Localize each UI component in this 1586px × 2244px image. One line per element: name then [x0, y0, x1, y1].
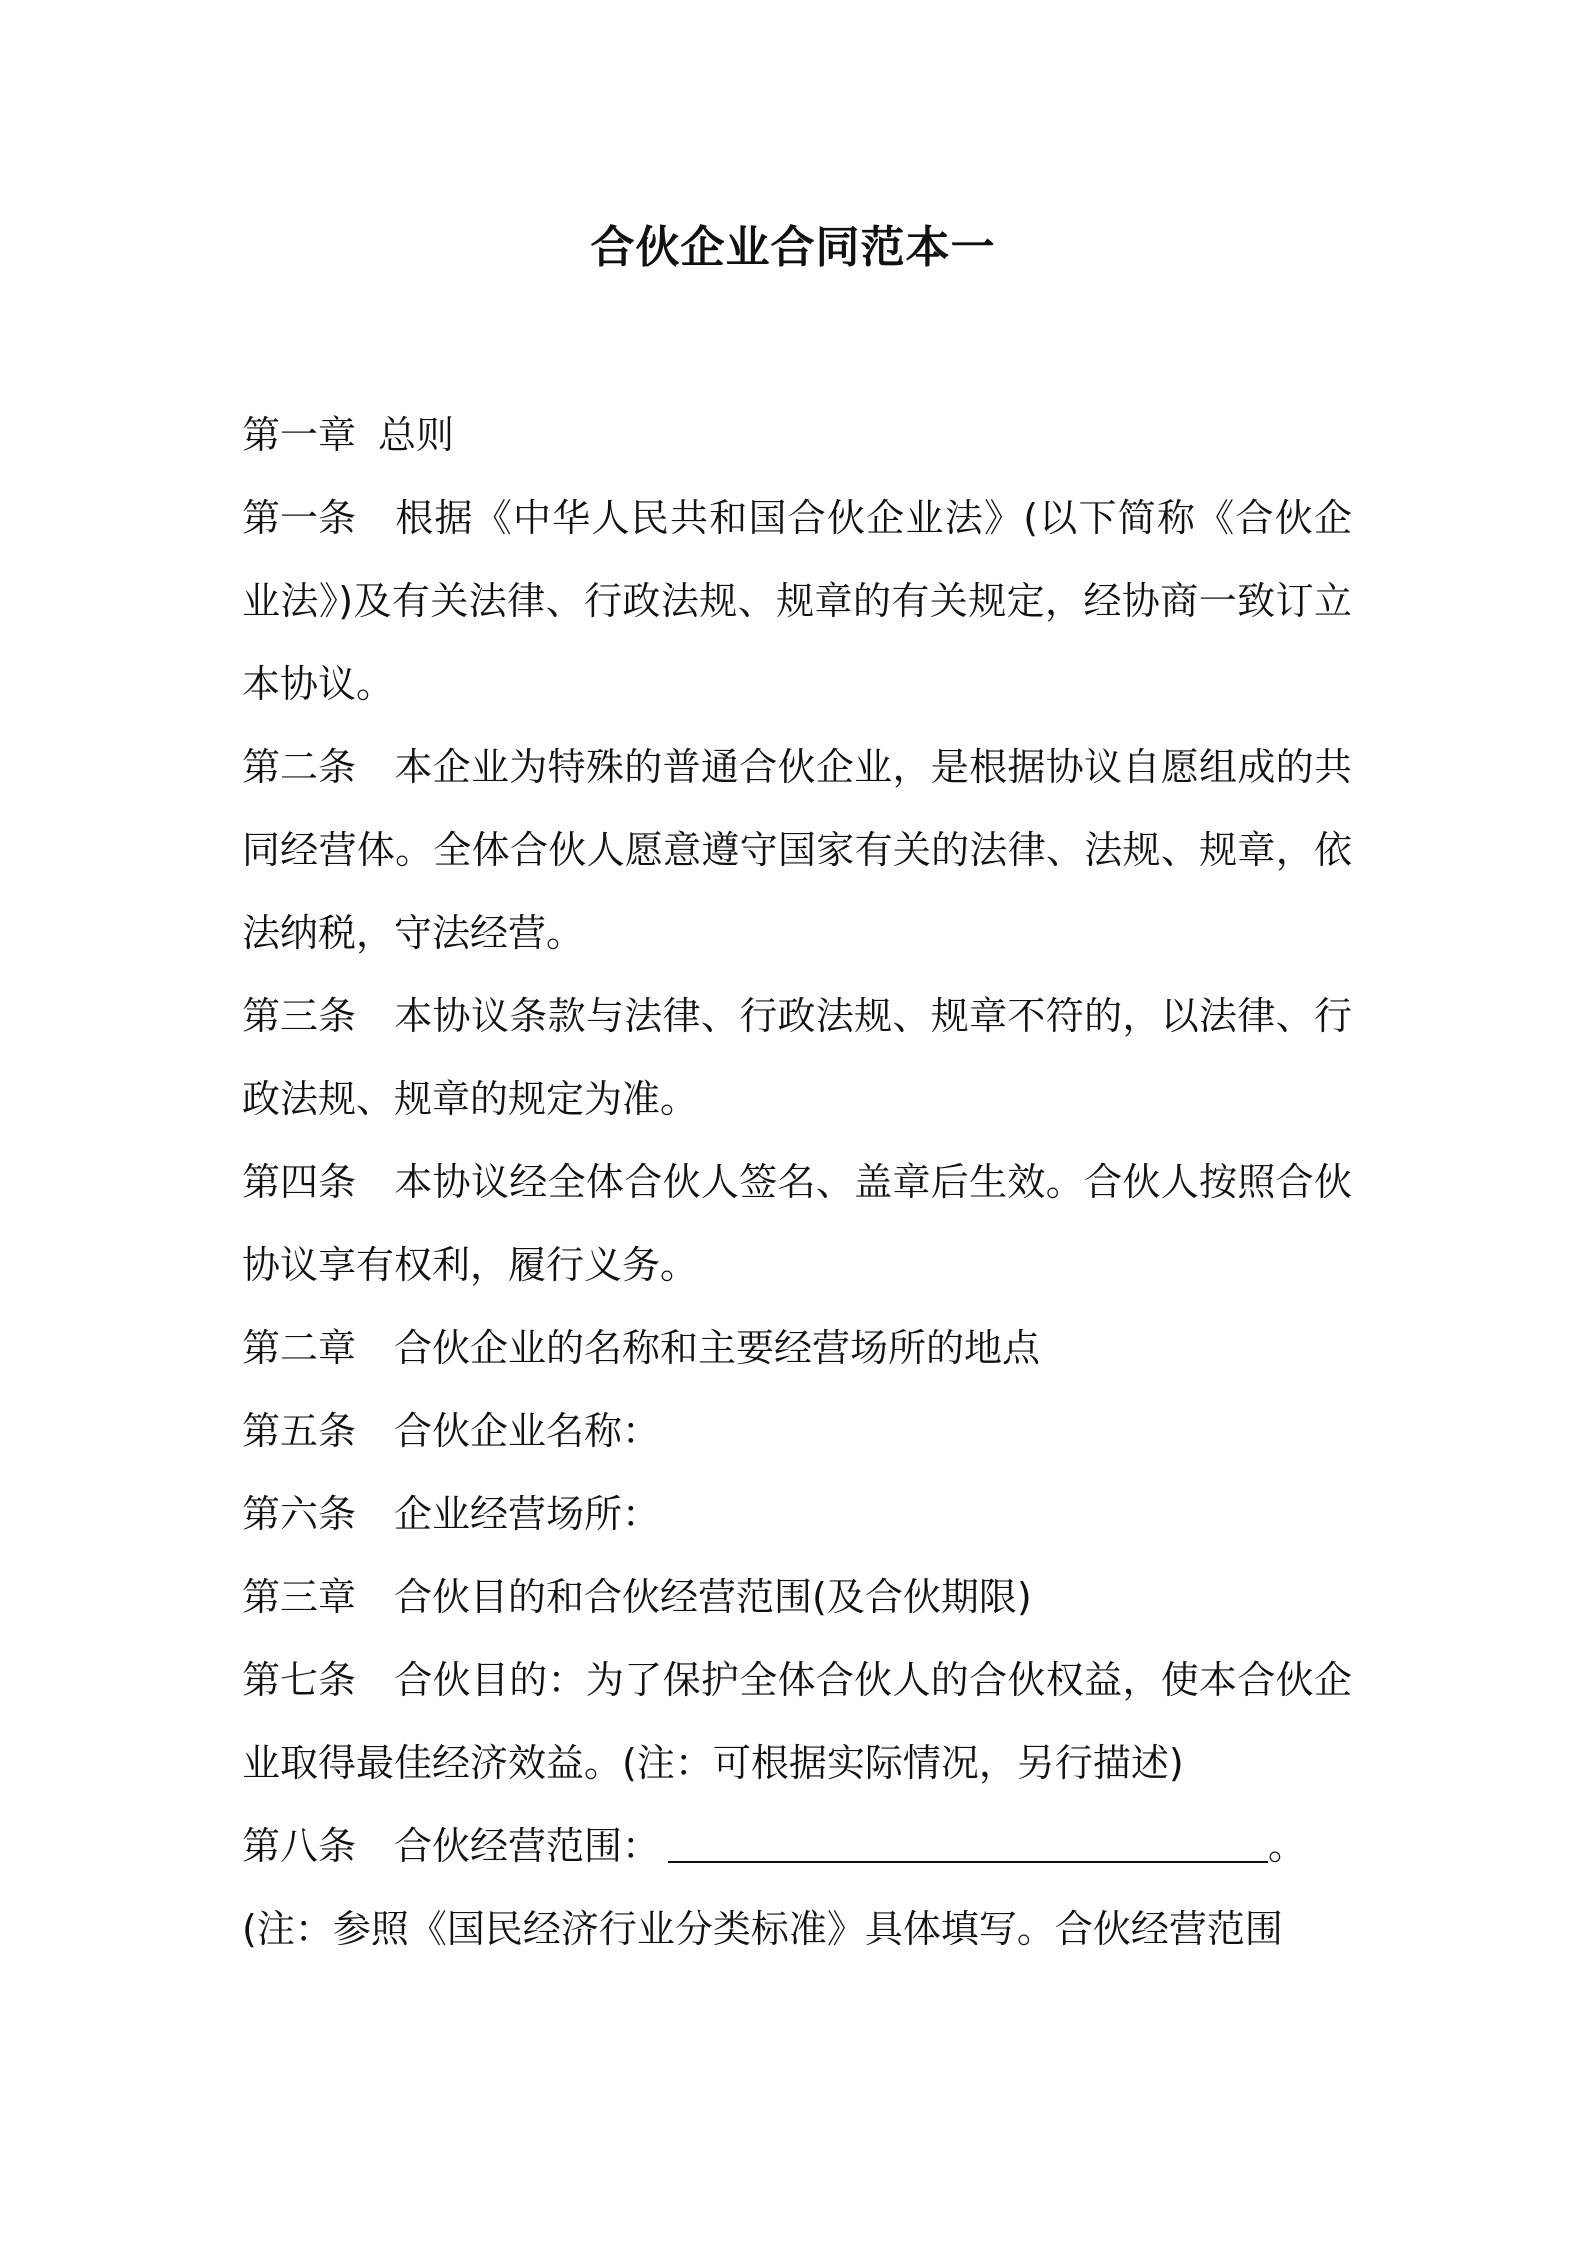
chapter-2-heading	[242, 1307, 1352, 1390]
article-label: 第一条	[242, 496, 357, 540]
chapter-title: 合伙目的和合伙经营范围(及合伙期限)	[394, 1575, 1032, 1619]
article-text: 合伙目的：为了保护全体合伙人的合伙权益，使本合伙企业取得最佳经济效益。(注：可根据实际情况，另行描述)	[242, 1658, 1352, 1785]
document-body	[242, 394, 1352, 1971]
article-label: 第五条	[242, 1409, 357, 1453]
article-label: 第六条	[242, 1492, 357, 1536]
chapter-1-heading	[242, 394, 1352, 477]
article-7	[242, 1639, 1352, 1805]
article-label: 第七条	[242, 1658, 357, 1702]
article-label: 第三条	[242, 994, 357, 1038]
note-paragraph	[242, 1888, 1352, 1971]
article-label: 第四条	[242, 1160, 357, 1204]
article-1	[242, 477, 1352, 726]
article-6	[242, 1473, 1352, 1556]
article-text: 合伙经营范围：	[394, 1824, 661, 1868]
article-label: 第八条	[242, 1824, 357, 1868]
article-label: 第二条	[242, 745, 357, 789]
article-text: 本协议条款与法律、行政法规、规章不符的，以法律、行政法规、规章的规定为准。	[242, 994, 1352, 1121]
article-4	[242, 1141, 1352, 1307]
chapter-label: 第三章	[242, 1575, 357, 1619]
article-text: 企业经营场所：	[394, 1492, 661, 1536]
article-5	[242, 1390, 1352, 1473]
chapter-title: 总则	[378, 413, 455, 457]
article-suffix: 。	[1268, 1824, 1307, 1868]
article-text: 合伙企业名称：	[394, 1409, 661, 1453]
document-title: 合伙企业合同范本一	[590, 222, 996, 273]
article-text: 本企业为特殊的普通合伙企业，是根据协议自愿组成的共同经营体。全体合伙人愿意遵守国家有关的法律、法规、规章，依法纳税，守法经营。	[242, 745, 1352, 955]
chapter-label: 第一章	[242, 413, 357, 457]
chapter-label: 第二章	[242, 1326, 357, 1370]
chapter-3-heading	[242, 1556, 1352, 1639]
article-8	[242, 1805, 1352, 1888]
article-text: 根据《中华人民共和国合伙企业法》(以下简称《合伙企业法》)及有关法律、行政法规、规章的有关规定，经协商一致订立本协议。	[242, 496, 1352, 706]
article-3	[242, 975, 1352, 1141]
note-text: (注：参照《国民经济行业分类标准》具体填写。合伙经营范围	[242, 1907, 1283, 1951]
article-2	[242, 726, 1352, 975]
fill-in-blank-line	[668, 1861, 1268, 1863]
article-text: 本协议经全体合伙人签名、盖章后生效。合伙人按照合伙协议享有权利，履行义务。	[242, 1160, 1352, 1287]
chapter-title: 合伙企业的名称和主要经营场所的地点	[394, 1326, 1041, 1370]
